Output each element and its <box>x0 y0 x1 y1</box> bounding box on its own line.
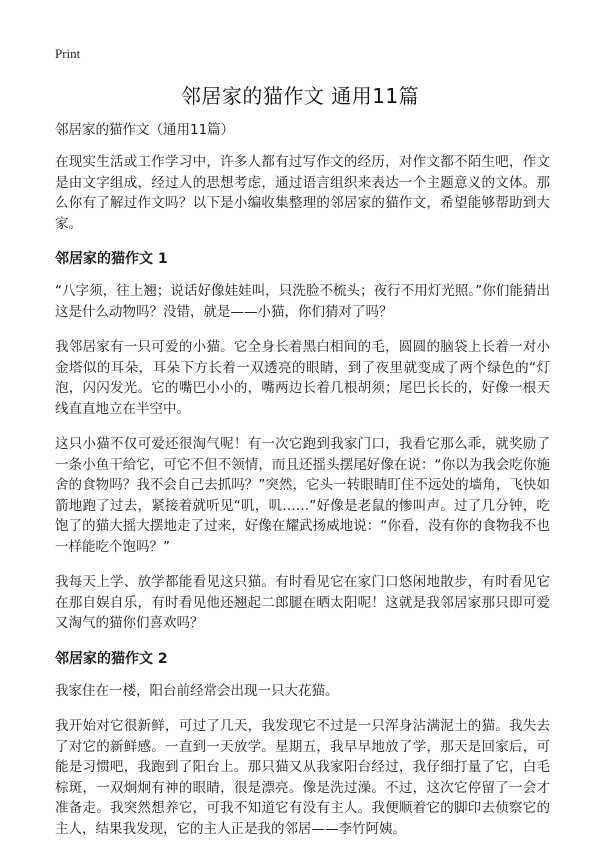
section-1-paragraph: 我邻居家有一只可爱的小猫。它全身长着黑白相间的毛，圆圆的脑袋上长着一对小金塔似的耳朵，耳朵下方长着一双透亮的眼睛，到了夜里就变成了两个绿色的“灯泡，闪闪发光。它的嘴巴小小的，嘴两边长着几根胡须；尾巴长长的，好像一根天线直直地立在半空中。 <box>55 339 550 417</box>
article-body <box>55 120 550 854</box>
section-2-paragraph: 我家住在一楼，阳台前经常会出现一只大花猫。 <box>55 682 339 699</box>
section-2-paragraph: 我开始对它很新鲜，可过了几天，我发现它不过是一只浑身沾满泥土的猫。我失去了对它的新鲜感。一直到一天放学。星期五，我早早地放了学，那天是回家后，可能是习惯吧，我跑到了阳台上。那只猫又从我家阳台经过，我仔细打量了它，白毛棕斑，一双炯炯有神的眼睛，很是漂亮。像是洗过澡。不过，这次它停留了一会才准备走。我突然想养它，可我不知道它有没有主人。我便顺着它的脚印去侦察它的主人，结果我发现，它的主人正是我的邻居——李竹阿姨。 <box>55 718 550 837</box>
page-title: 邻居家的猫作文 通用11篇 <box>180 84 420 108</box>
section-heading-2: 邻居家的猫作文 2 <box>55 650 168 667</box>
print-link[interactable]: Print <box>55 46 81 61</box>
section-heading-1: 邻居家的猫作文 1 <box>55 251 168 267</box>
section-1-paragraph: 我每天上学、放学都能看见这只猫。有时看见它在家门口悠闲地散步，有时看见它在那自娱自乐，有时看见他还翘起二郎腿在晒太阳呢！这就是我邻居家那只即可爱又淘气的猫你们喜欢吗？ <box>55 574 550 631</box>
section-1-paragraph: 这只小猫不仅可爱还很淘气呢！有一次它跑到我家门口，我看它那么乖，就奖励了一条小鱼干给它，可它不但不领情，而且还摇头摆尾好像在说：“你以为我会吃你施舍的食物吗？我不会自己去抓吗？”突然，它头一转眼睛盯住不远处的墙角，飞快如箭地跑了过去，紧接着就听见“叽，叽……”好像是老鼠的惨叫声。过了几分钟，吃饱了的猫大摇大摆地走了过来，好像在耀武扬威地说：“你看，没有你的食物我不也一样能吃个饱吗？” <box>55 436 550 555</box>
article-subtitle: 邻居家的猫作文（通用11篇） <box>55 122 235 138</box>
intro-paragraph: 在现实生活或工作学习中，许多人都有过写作文的经历，对作文都不陌生吧，作文是由文字组成，经过人的思想考虑，通过语言组织来表达一个主题意义的文体。那么你有了解过作文吗？以下是小编收集整理的邻居家的猫作文，希望能够帮助到大家。 <box>55 154 550 232</box>
section-1-paragraph: “八字须，往上翘；说话好像娃娃叫，只洗脸不梳头；夜行不用灯光照。”你们能猜出这是什么动物吗？没错，就是——小猫，你们猜对了吗？ <box>55 283 550 320</box>
